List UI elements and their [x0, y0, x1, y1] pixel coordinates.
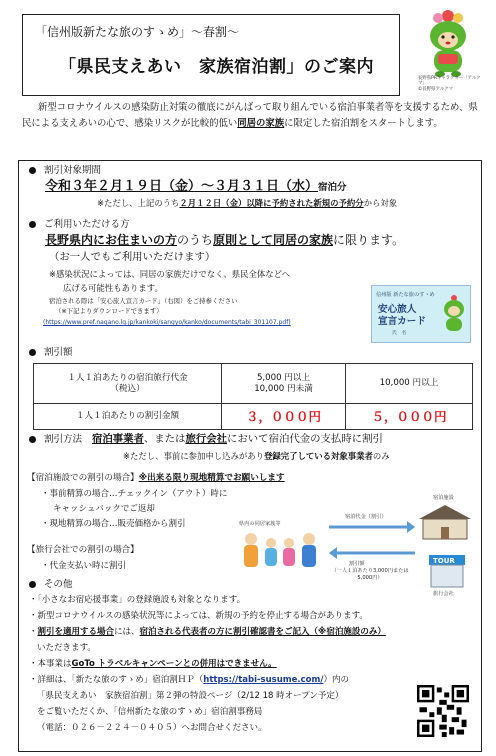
amount-heading: 割引額 — [29, 347, 73, 359]
period-dates-text: 令和３年２月１９日（金）～３月３１日（水） — [45, 179, 319, 194]
eligible-heading: ご利用いただける方 — [29, 219, 130, 231]
qr-code-icon[interactable] — [417, 685, 469, 737]
eligible-line: 長野県内にお住まいの方のうち原則として同居の家族に限ります。 — [45, 233, 405, 247]
tour-sign: TOUR — [433, 557, 455, 565]
period-dates — [45, 179, 347, 195]
travel-agency-illustration — [427, 553, 467, 589]
other-bullet-2: ・新型コロナウイルスの感染状況等によっては、新規の予約を停止する場合があります。 — [29, 611, 368, 621]
card-title: 安心旅人 宣言カード — [378, 304, 426, 327]
facility-bullet-1b: キャッシュバックでご返却 — [53, 504, 155, 514]
discount-flow-label: 割引額 — [349, 561, 365, 567]
intro-text: 新型コロナウイルスの感染防止対策の徹底にがんばって取り組んでいる宿泊事業者等を支援するため、県民による支えあいの心で、感染リスクが比較的低い — [22, 102, 478, 129]
facility-bullet-2: ・現地精算の場合…販売価格から割引 — [41, 519, 186, 529]
card-instruction: 宿泊される際は「安心旅人宣言カード」（右図）をご持参ください — [49, 297, 238, 305]
safety-card-image — [371, 285, 471, 343]
details-box — [18, 160, 482, 752]
table-row-label: １人１泊あたりの宿泊旅行代金 （税込） — [34, 364, 222, 404]
download-note: （※下記よりダウンロードできます） — [55, 307, 163, 315]
facility-heading: 【宿泊施設での割引の場合】※出来る限り現地精算でお願いします — [27, 473, 285, 483]
website-link[interactable]: https://tabi-susume.com/ — [203, 675, 324, 685]
other-bullet-4: ・本事業はGoTo トラベルキャンペーンとの併用はできません。 — [29, 659, 277, 669]
other-bullet-3: ・割引を適用する場合には、宿泊される代表者の方に割引確認書をご記入（※宿泊施設のみ） — [29, 627, 386, 637]
intro-text-end: に限定した宿泊割をスタートします。 — [284, 118, 443, 129]
discount-label: １人１泊あたりの割引金額 — [34, 404, 222, 430]
other-bullet-5b: 「県民支えあい 家族宿泊割」第２弾の特設ページ（2/12 18 時オープン予定） — [37, 691, 344, 701]
intro-paragraph — [22, 100, 478, 132]
mascot-icon — [440, 294, 468, 334]
title-box — [22, 14, 400, 96]
agency-label: 旅行会社 — [433, 591, 454, 597]
method-note: ※ただし、事前に参加申し込みがあり登録完了している対象事業者のみ — [123, 451, 390, 461]
card-small-text: 信州版 新たな旅のすゝめ — [376, 292, 435, 298]
agency-heading: 【旅行会社での割引の場合】 — [27, 545, 139, 555]
bullet-icon — [29, 349, 36, 356]
card-download-link[interactable]: (https://www.pref.nagano.lg.jp/kankoki/sangyo/kanko/documents/tabi_301107.pdf) — [43, 319, 291, 326]
other-bullet-3b: いただきます。 — [37, 643, 96, 653]
other-bullet-5c: をご覧いただくか、「信州新たな旅のすゝめ」宿泊割事務局 — [37, 707, 263, 717]
discount-2: ５，０００円 — [346, 404, 473, 430]
other-bullet-1: ・「小さなお宿応援事業」の登録施設も対象となります。 — [29, 595, 246, 605]
agency-bullet-1: ・代金支払い時に割引 — [41, 561, 127, 571]
period-suffix: 宿泊分 — [318, 182, 347, 193]
inn-illustration — [415, 501, 475, 541]
price-range-2: 10,000 円以上 — [346, 364, 473, 404]
payment-label: 宿泊代金（割引） — [345, 514, 387, 520]
period-heading: 割引対象期間 — [29, 165, 101, 177]
page-title: 「県民支えあい 家族宿泊割」のご案内 — [59, 57, 374, 77]
card-name-field: 氏 名 — [392, 331, 407, 336]
period-note: ※ただし、上記のうち２月１２日（金）以降に予約された新規の予約分から対象 — [97, 198, 398, 208]
discount-table — [33, 363, 473, 430]
eligible-single: （お一人でもご利用いただけます） — [49, 251, 216, 263]
other-bullet-5d: （電話：０２６－２２４－０４０５）へお問合せください。 — [37, 723, 267, 733]
bullet-icon — [29, 581, 36, 588]
intro-highlight: 同居の家族 — [237, 118, 285, 129]
method-line: 割引方法 宿泊事業者、または旅行会社において宿泊代金の支払時に割引 — [29, 433, 383, 446]
bullet-icon — [29, 436, 36, 443]
facility-bullet-1: ・事前精算の場合…チェックイン（アウト）時に — [41, 489, 228, 499]
eligible-note-2: 広げる可能性もあります。 — [63, 283, 163, 293]
family-illustration — [239, 529, 323, 577]
discount-flow-note: （一人１泊あたり3,000円または5,000円） — [331, 568, 409, 581]
mascot-caption: 長野県PRキャラクター「アルクマ」 ©長野県アルクマ — [418, 76, 481, 92]
flow-arrows — [329, 521, 415, 561]
family-label: 県内の同居家族等 — [239, 521, 281, 527]
discount-1: ３，０００円 — [222, 404, 346, 430]
price-range-1: 5,000 円以上 10,000 円未満 — [222, 364, 346, 404]
eligible-note-1: ※感染状況によっては、同居の家族だけでなく、県民全体などへ — [49, 269, 291, 279]
bullet-icon — [29, 221, 36, 228]
bullet-icon — [29, 167, 36, 174]
inn-label: 宿泊施設 — [433, 495, 454, 501]
other-bullet-5: ・詳細は、「新たな旅のすゝめ」宿泊割ＨＰ（https://tabi-susume.com/）内の — [29, 675, 349, 685]
other-heading: その他 — [29, 579, 73, 591]
subtitle: 「信州版新たな旅のすゝめ」～春割～ — [35, 25, 240, 39]
